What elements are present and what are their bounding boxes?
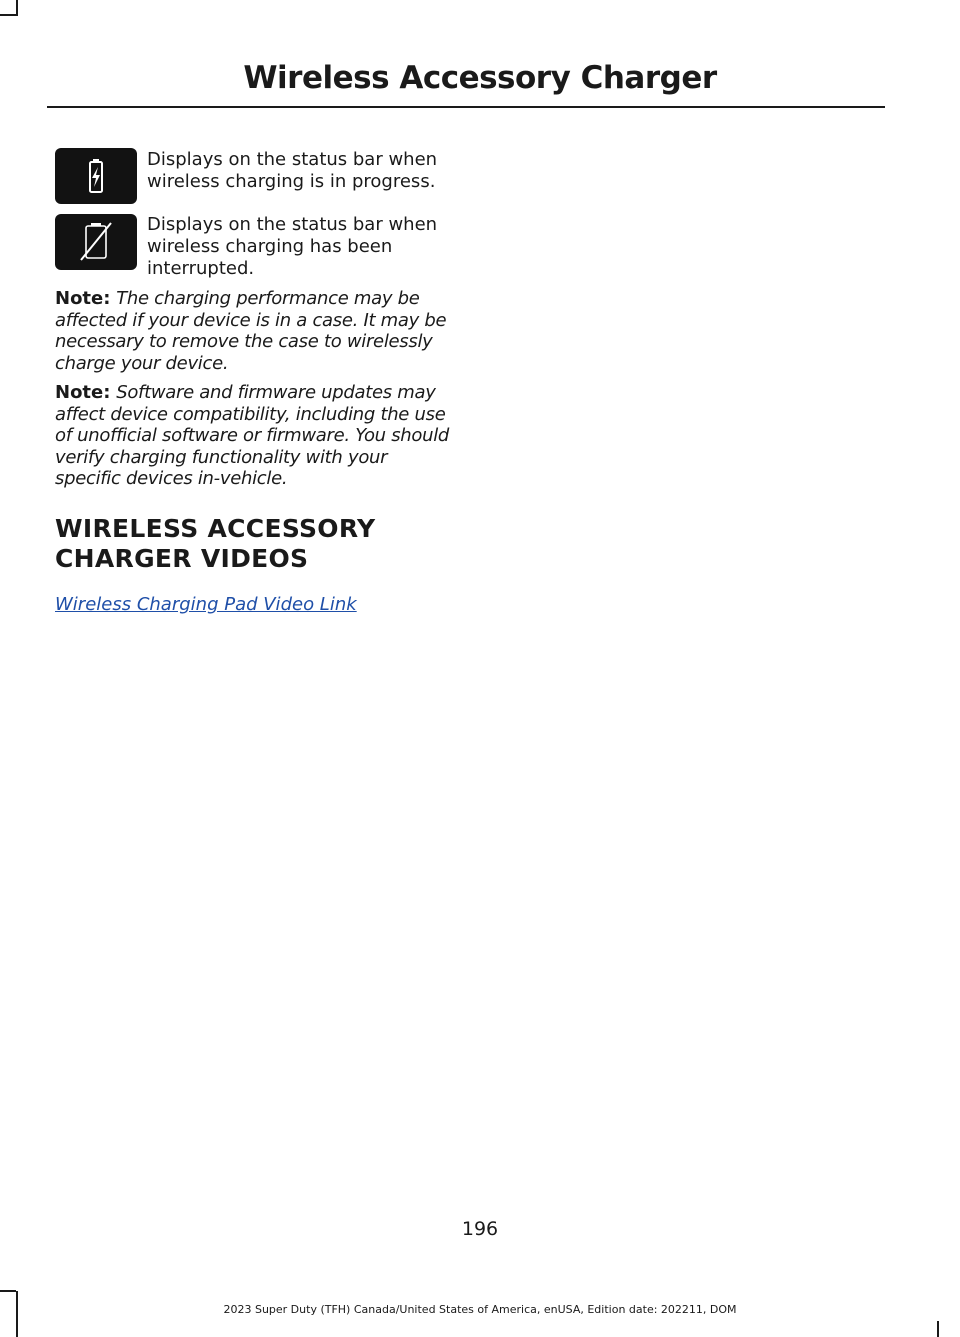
page-number: 196 [461, 1218, 499, 1240]
crop-mark-top-left-vertical [16, 0, 18, 16]
header-divider [47, 106, 885, 108]
note-software-updates [55, 382, 455, 490]
note-case-performance [55, 288, 455, 374]
charging-in-progress-description: Displays on the status bar when wireless charging is in progress. [147, 149, 438, 192]
footer-edition-info: 2023 Super Duty (TFH) Canada/United States of America, enUSA, Edition date: 202211, DOM [223, 1303, 737, 1316]
note-text: The charging performance may be affected if your device is in a case. It may be necessary to remove the case to wirelessly charge your device. [55, 288, 447, 374]
note-label: Note: [55, 382, 111, 403]
crop-mark-top-left [0, 14, 16, 16]
note-text: Software and firmware updates may affect device compatibility, including the use of unofficial software or firmware. You should verify charging functionality with your specific devices in-vehicle. [55, 382, 450, 489]
wireless-charging-video-link[interactable]: Wireless Charging Pad Video Link [55, 594, 357, 615]
note-label: Note: [55, 288, 111, 309]
page-title: Wireless Accessory Charger [243, 60, 717, 96]
battery-charging-icon [55, 148, 137, 204]
section-heading [55, 514, 455, 574]
charging-interrupted-icon [55, 214, 137, 270]
charging-interrupted-description: Displays on the status bar when wireless charging has been interrupted. [147, 214, 438, 279]
section-heading-line-1: WIRELESS ACCESSORY [55, 514, 376, 543]
crop-mark-right-vertical [937, 1321, 939, 1337]
section-heading-line-2: CHARGER VIDEOS [55, 544, 309, 573]
crop-mark-left-bottom-tick [0, 1290, 16, 1292]
